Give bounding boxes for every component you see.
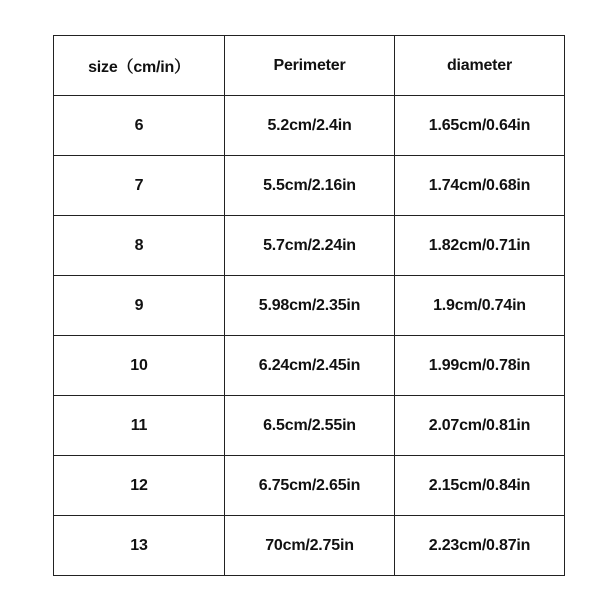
cell-size: 13 — [54, 516, 225, 576]
cell-size: 9 — [54, 276, 225, 336]
table-row — [54, 396, 565, 456]
table-row — [54, 516, 565, 576]
cell-perimeter: 70cm/2.75in — [225, 516, 395, 576]
cell-perimeter: 6.75cm/2.65in — [225, 456, 395, 516]
table-row — [54, 276, 565, 336]
cell-size: 7 — [54, 156, 225, 216]
header-perimeter: Perimeter — [225, 36, 395, 96]
cell-diameter: 1.74cm/0.68in — [395, 156, 565, 216]
cell-perimeter: 5.98cm/2.35in — [225, 276, 395, 336]
cell-size: 10 — [54, 336, 225, 396]
cell-perimeter: 6.24cm/2.45in — [225, 336, 395, 396]
table-row — [54, 336, 565, 396]
size-chart-table — [53, 35, 565, 576]
table-row — [54, 456, 565, 516]
table-row — [54, 216, 565, 276]
header-size: size（cm/in） — [54, 36, 225, 96]
cell-diameter: 1.65cm/0.64in — [395, 96, 565, 156]
table-row — [54, 96, 565, 156]
cell-perimeter: 5.7cm/2.24in — [225, 216, 395, 276]
cell-size: 12 — [54, 456, 225, 516]
cell-diameter: 2.07cm/0.81in — [395, 396, 565, 456]
header-diameter: diameter — [395, 36, 565, 96]
cell-perimeter: 5.5cm/2.16in — [225, 156, 395, 216]
cell-diameter: 1.9cm/0.74in — [395, 276, 565, 336]
cell-diameter: 2.23cm/0.87in — [395, 516, 565, 576]
cell-size: 8 — [54, 216, 225, 276]
cell-diameter: 1.99cm/0.78in — [395, 336, 565, 396]
cell-perimeter: 6.5cm/2.55in — [225, 396, 395, 456]
cell-diameter: 2.15cm/0.84in — [395, 456, 565, 516]
table-header-row — [54, 36, 565, 96]
cell-diameter: 1.82cm/0.71in — [395, 216, 565, 276]
cell-size: 6 — [54, 96, 225, 156]
table-row — [54, 156, 565, 216]
cell-perimeter: 5.2cm/2.4in — [225, 96, 395, 156]
cell-size: 11 — [54, 396, 225, 456]
